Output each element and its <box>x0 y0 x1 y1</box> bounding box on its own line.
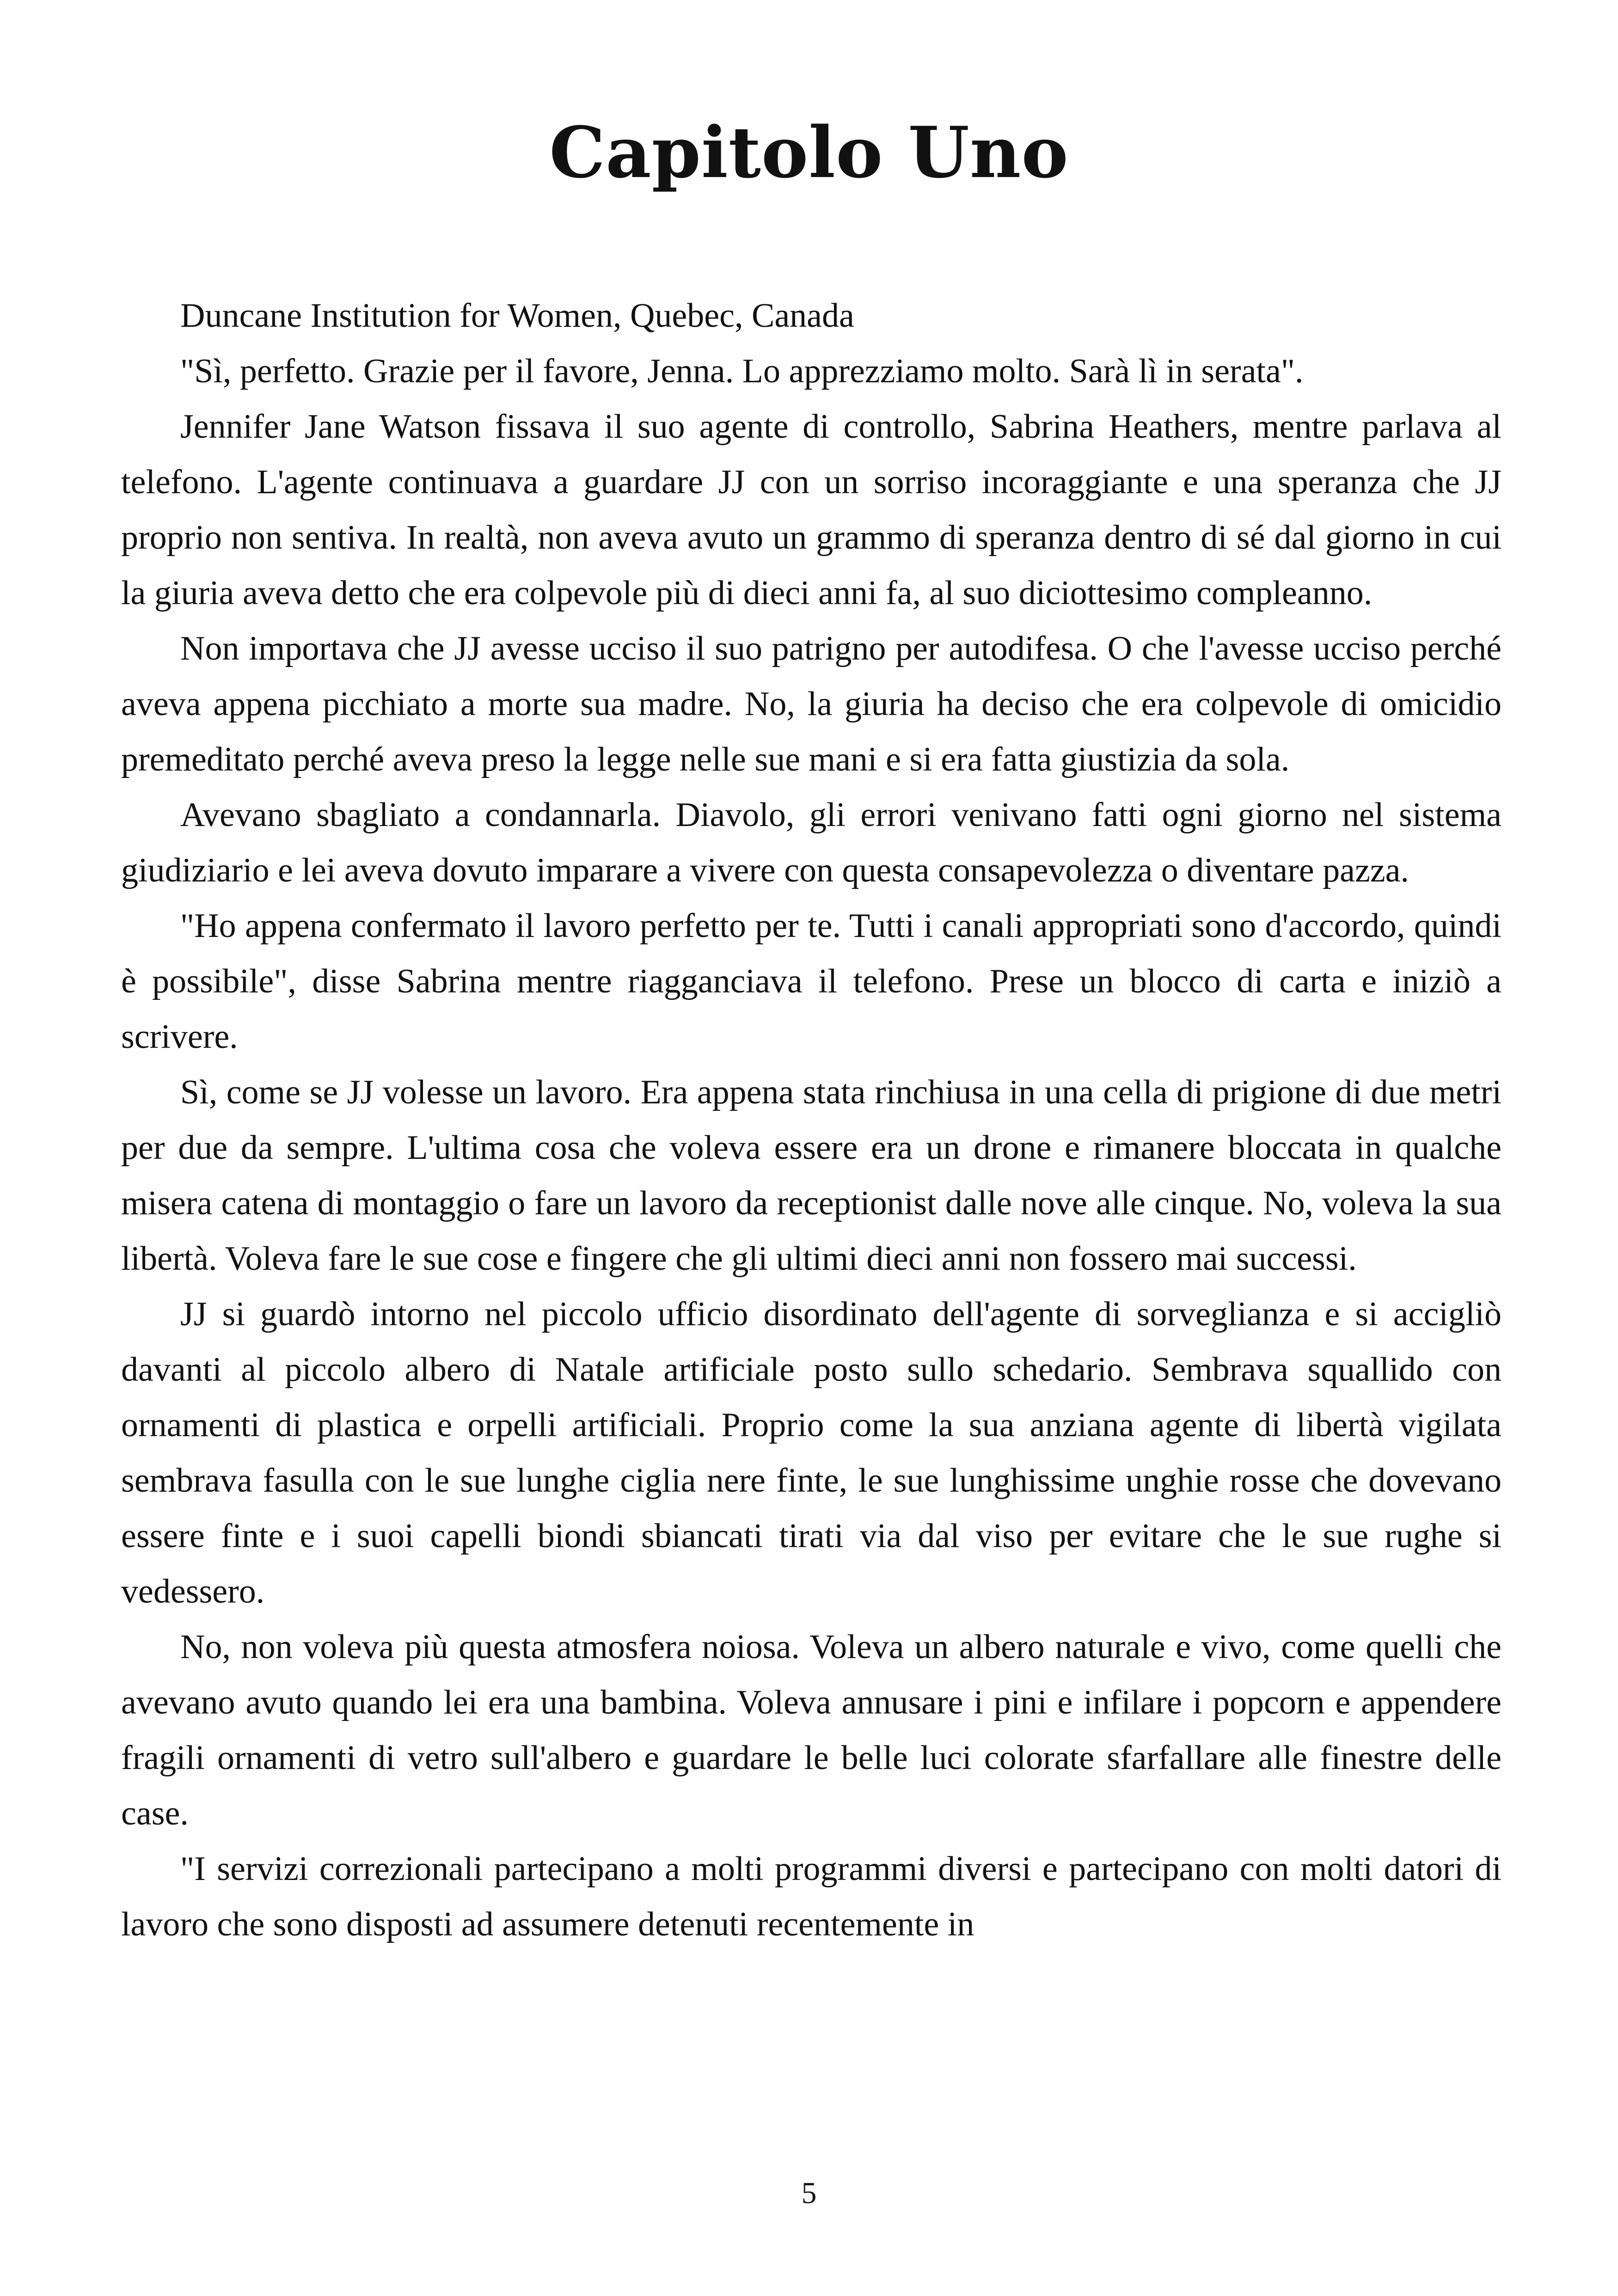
chapter-body <box>121 288 1502 1952</box>
paragraph: "Ho appena confermato il lavoro perfetto per te. Tutti i canali appropriati sono d'accordo, quindi è possibile", disse Sabrina mentre riagganciava il telefono. Prese un blocco di carta e iniziò a scrivere. <box>121 907 1502 1056</box>
page-number: 5 <box>801 2176 817 2210</box>
paragraph: Avevano sbagliato a condannarla. Diavolo, gli errori venivano fatti ogni giorno nel sistema giudiziario e lei aveva dovuto imparare a vivere con questa consapevolezza o diventare pazza. <box>121 796 1502 889</box>
paragraph: "I servizi correzionali partecipano a molti programmi diversi e partecipano con molti datori di lavoro che sono disposti ad assumere detenuti recentemente in <box>121 1850 1502 1943</box>
paragraph: Non importava che JJ avesse ucciso il suo patrigno per autodifesa. O che l'avesse ucciso perché aveva appena picchiato a morte sua madre. No, la giuria ha deciso che era colpevole di omicidio premeditato perché aveva preso la legge nelle sue mani e si era fatta giustizia da sola. <box>121 630 1502 778</box>
paragraph: No, non voleva più questa atmosfera noiosa. Voleva un albero naturale e vivo, come quelli che avevano avuto quando lei era una bambina. Voleva annusare i pini e infilare i popcorn e appendere fragili ornamenti di vetro sull'albero e guardare le belle luci colorate sfarfallare alle finestre delle case. <box>121 1628 1502 1832</box>
chapter-title: Capitolo Uno <box>549 111 1069 194</box>
paragraph-location: Duncane Institution for Women, Quebec, Canada <box>180 297 854 335</box>
paragraph: JJ si guardò intorno nel piccolo ufficio disordinato dell'agente di sorveglianza e si accigliò davanti al piccolo albero di Natale artificiale posto sullo schedario. Sembrava squallido con ornamenti di plastica e orpelli artificiali. Proprio come la sua anziana agente di libertà vigilata sembrava fasulla con le sue lunghe ciglia nere finte, le sue lunghissime unghie rosse che dovevano essere finte e i suoi capelli biondi sbiancati tirati via dal viso per evitare che le sue rughe si vedessero. <box>121 1295 1502 1610</box>
paragraph: Jennifer Jane Watson fissava il suo agente di controllo, Sabrina Heathers, mentre parlava al telefono. L'agente continuava a guardare JJ con un sorriso incoraggiante e una speranza che JJ proprio non sentiva. In realtà, non aveva avuto un grammo di speranza dentro di sé dal giorno in cui la giuria aveva detto che era colpevole più di dieci anni fa, al suo diciottesimo compleanno. <box>121 408 1502 612</box>
paragraph: Sì, come se JJ volesse un lavoro. Era appena stata rinchiusa in una cella di prigione di due metri per due da sempre. L'ultima cosa che voleva essere era un drone e rimanere bloccata in qualche misera catena di montaggio o fare un lavoro da receptionist dalle nove alle cinque. No, voleva la sua libertà. Voleva fare le sue cose e fingere che gli ultimi dieci anni non fossero mai successi. <box>121 1073 1502 1278</box>
paragraph: "Sì, perfetto. Grazie per il favore, Jenna. Lo apprezziamo molto. Sarà lì in serata". <box>180 352 1304 390</box>
